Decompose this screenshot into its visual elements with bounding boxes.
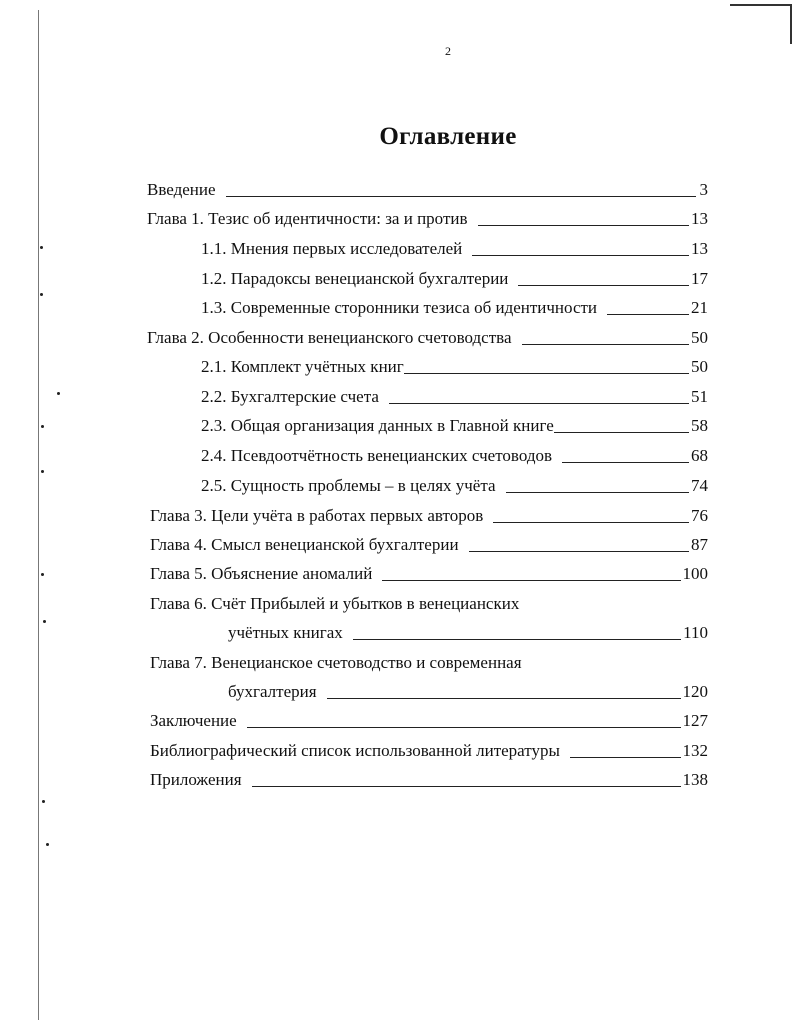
toc-entry: [201, 416, 708, 436]
toc-entry-page: 50: [691, 357, 708, 376]
toc-entry-page: 68: [691, 446, 708, 465]
toc-entry: [228, 682, 708, 702]
scan-dot: [57, 392, 60, 395]
scan-dot: [46, 843, 49, 846]
toc-entry-label: 2.4. Псевдоотчётность венецианских счетоводов: [201, 446, 553, 465]
toc-leader-line: [472, 255, 689, 256]
toc-leader-line: [252, 786, 681, 787]
toc-entry: [150, 535, 708, 555]
scan-dot: [41, 573, 44, 576]
toc-entry-page: 51: [691, 387, 708, 406]
toc-entry: [150, 711, 708, 731]
toc-entry: [147, 209, 708, 229]
toc-entry-page: 13: [691, 209, 708, 228]
toc-leader-line: [469, 551, 689, 552]
toc-entry-label: Заключение: [150, 711, 237, 730]
toc-leader-line: [404, 373, 689, 374]
toc-entry-label: Глава 4. Смысл венецианской бухгалтерии: [150, 535, 459, 554]
page-title: Оглавление: [379, 123, 517, 150]
toc-entry-page: 50: [691, 328, 708, 347]
scan-dot: [43, 620, 46, 623]
toc-leader-line: [506, 492, 689, 493]
toc-entry: [150, 506, 708, 526]
toc-entry: [201, 446, 708, 466]
toc-entry-label: Приложения: [150, 770, 242, 789]
toc-entry: [147, 328, 708, 348]
toc-entry-label: бухгалтерия: [228, 682, 317, 701]
toc-leader-line: [382, 580, 680, 581]
toc-entry: [150, 564, 708, 584]
toc-entry-label: 2.2. Бухгалтерские счета: [201, 387, 379, 406]
toc-entry-label: Глава 5. Объяснение аномалий: [150, 564, 373, 583]
scan-corner-line: [730, 4, 792, 6]
scan-dot: [40, 246, 43, 249]
toc-entry-page: 76: [691, 506, 708, 525]
toc-entry: [150, 770, 708, 790]
toc-entry-heading: Глава 6. Счёт Прибылей и убытков в венецианских: [150, 594, 520, 613]
toc-entry: [201, 298, 708, 318]
toc-leader-line: [607, 314, 689, 315]
toc-entry: [201, 269, 708, 289]
scan-edge-line: [38, 10, 39, 1020]
toc-entry-page: 127: [682, 711, 708, 730]
scan-dot: [41, 425, 44, 428]
page-number: 2: [445, 44, 451, 58]
toc-entry-label: Глава 2. Особенности венецианского счетоводства: [147, 328, 512, 347]
toc-entry-page: 74: [691, 476, 708, 495]
toc-leader-line: [247, 727, 681, 728]
toc-entry-page: 100: [682, 564, 708, 583]
toc-entry-label: Библиографический список использованной литературы: [150, 741, 560, 760]
toc-leader-line: [562, 462, 689, 463]
toc-leader-line: [389, 403, 689, 404]
toc-entry-label: 2.3. Общая организация данных в Главной книге: [201, 416, 554, 435]
toc-entry: [150, 741, 708, 761]
toc-entry-label: Введение: [147, 180, 216, 199]
toc-entry-page: 138: [682, 770, 708, 789]
scan-dot: [42, 800, 45, 803]
toc-entry-label: 1.3. Современные сторонники тезиса об идентичности: [201, 298, 598, 317]
toc-entry-page: 132: [682, 741, 708, 760]
toc-entry-page: 58: [691, 416, 708, 435]
toc-entry-page: 13: [691, 239, 708, 258]
toc-entry-page: 21: [691, 298, 708, 317]
toc-entry: [147, 180, 708, 200]
toc-entry-page: 120: [682, 682, 708, 701]
toc-entry-label: Глава 1. Тезис об идентичности: за и против: [147, 209, 468, 228]
toc-entry: [201, 387, 708, 407]
toc-entry-page: 110: [683, 623, 708, 642]
toc-leader-line: [493, 522, 689, 523]
toc-entry-page: 3: [699, 180, 708, 199]
toc-entry-label: учётных книгах: [228, 623, 343, 642]
toc-entry: [228, 623, 708, 643]
scan-dot: [41, 470, 44, 473]
toc-entry-label: 1.1. Мнения первых исследователей: [201, 239, 463, 258]
toc-leader-line: [522, 344, 689, 345]
toc-entry-label: 1.2. Парадоксы венецианской бухгалтерии: [201, 269, 509, 288]
toc-leader-line: [327, 698, 681, 699]
toc-leader-line: [554, 432, 689, 433]
toc-entry-heading: Глава 7. Венецианское счетоводство и современная: [150, 653, 522, 672]
toc-entry: [201, 239, 708, 259]
toc-entry-label: 2.5. Сущность проблемы – в целях учёта: [201, 476, 496, 495]
toc-leader-line: [570, 757, 681, 758]
toc-leader-line: [518, 285, 689, 286]
toc-entry: [201, 357, 708, 377]
toc-entry-page: 17: [691, 269, 708, 288]
toc-entry: [201, 476, 708, 496]
toc-entry-label: Глава 3. Цели учёта в работах первых авторов: [150, 506, 484, 525]
toc-entry-page: 87: [691, 535, 708, 554]
toc-leader-line: [226, 196, 696, 197]
toc-entry-label: 2.1. Комплект учётных книг: [201, 357, 404, 376]
toc-leader-line: [478, 225, 690, 226]
scan-corner-line: [790, 4, 792, 44]
scan-dot: [40, 293, 43, 296]
toc-leader-line: [353, 639, 681, 640]
